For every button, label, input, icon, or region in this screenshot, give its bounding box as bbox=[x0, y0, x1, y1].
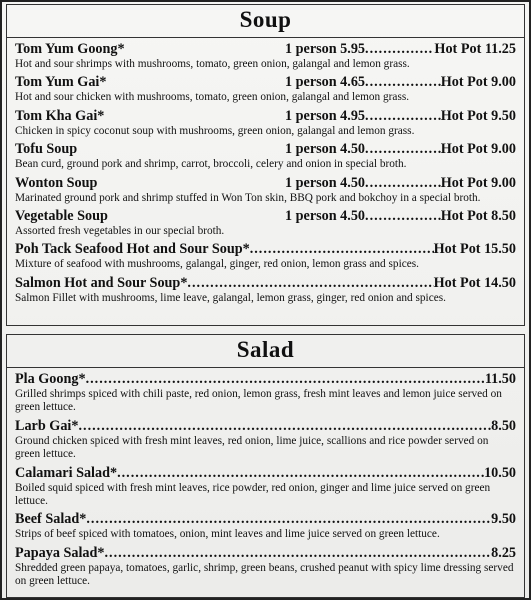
menu-item bbox=[15, 275, 516, 305]
item-price-person: 1 person 4.50 bbox=[285, 208, 366, 225]
item-name: Tom Yum Goong* bbox=[15, 41, 125, 57]
item-description: Mixture of seafood with mushrooms, galangal, ginger, red onion, lemon grass and spices. bbox=[15, 258, 419, 271]
item-description: Bean curd, ground pork and shrimp, carrot, broccoli, celery and onion in special broth. bbox=[15, 158, 407, 171]
soup-items bbox=[7, 38, 524, 305]
item-description: Ground chicken spiced with fresh mint leaves, red onion, lime juice, scallions and rice powder served on green lettuce. bbox=[15, 434, 489, 461]
item-name: Tom Kha Gai* bbox=[15, 107, 105, 124]
item-price-hotpot: Hot Pot 11.25 bbox=[434, 41, 516, 57]
section-title-salad: Salad bbox=[7, 335, 524, 368]
item-description: Assorted fresh vegetables in our special broth. bbox=[15, 225, 225, 238]
item-price-person: 1 person 5.95 bbox=[285, 41, 366, 57]
menu-item bbox=[15, 208, 516, 238]
dot-leader bbox=[365, 208, 441, 225]
item-description: Boiled squid spiced with fresh mint leaves, rice powder, red onion, ginger and lime juice served on green lettuce. bbox=[15, 481, 491, 508]
dot-leader bbox=[78, 418, 491, 435]
item-name: Vegetable Soup bbox=[15, 208, 108, 225]
item-name: Larb Gai* bbox=[15, 417, 79, 434]
dot-leader bbox=[250, 241, 434, 258]
menu-item bbox=[15, 74, 516, 104]
dot-leader bbox=[104, 545, 491, 562]
item-description: Marinated ground pork and shrimp stuffed in Won Ton skin, BBQ pork and bokchoy in a special broth. bbox=[15, 191, 481, 204]
item-price-person: 1 person 4.65 bbox=[285, 74, 366, 91]
menu-item bbox=[15, 545, 516, 589]
menu-item bbox=[15, 41, 516, 71]
dot-leader bbox=[86, 371, 485, 388]
dot-leader bbox=[187, 275, 433, 292]
item-price-hotpot: Hot Pot 8.50 bbox=[440, 208, 516, 225]
item-name: Pla Goong* bbox=[15, 371, 86, 387]
item-name: Calamari Salad* bbox=[15, 464, 118, 481]
salad-section bbox=[6, 334, 525, 598]
menu-item bbox=[15, 241, 516, 271]
item-description: Chicken in spicy coconut soup with mushrooms, green onion, galangal and lemon grass. bbox=[15, 124, 415, 137]
item-price-hotpot: Hot Pot 15.50 bbox=[433, 241, 516, 258]
item-price-person: 1 person 4.50 bbox=[285, 141, 366, 158]
item-price: 8.50 bbox=[491, 417, 516, 434]
item-name: Tofu Soup bbox=[15, 141, 78, 158]
item-name: Poh Tack Seafood Hot and Sour Soup* bbox=[15, 241, 250, 258]
menu-item bbox=[15, 371, 516, 415]
menu-item bbox=[15, 175, 516, 205]
item-price-hotpot: Hot Pot 9.00 bbox=[440, 174, 516, 191]
item-name: Wonton Soup bbox=[15, 174, 98, 191]
item-name: Beef Salad* bbox=[15, 511, 87, 528]
item-name: Tom Yum Gai* bbox=[15, 74, 107, 91]
item-description: Hot and sour chicken with mushrooms, tomato, green onion, galangal and lemon grass. bbox=[15, 91, 410, 104]
dot-leader bbox=[365, 108, 441, 125]
item-price: 9.50 bbox=[491, 511, 516, 528]
menu-item bbox=[15, 418, 516, 462]
section-title-soup: Soup bbox=[7, 5, 524, 38]
dot-leader bbox=[365, 175, 441, 192]
item-name: Papaya Salad* bbox=[15, 544, 105, 561]
item-description: Hot and sour shrimps with mushrooms, tomato, green onion, galangal and lemon grass. bbox=[15, 58, 410, 70]
item-description: Shredded green papaya, tomatoes, garlic, shrimp, green beans, crushed peanut with spicy lime dressing served on green lettuce. bbox=[15, 561, 514, 588]
menu-item bbox=[15, 511, 516, 541]
item-price-person: 1 person 4.95 bbox=[285, 107, 366, 124]
item-price: 11.50 bbox=[484, 371, 516, 387]
item-description: Grilled shrimps spiced with chili paste, red onion, lemon grass, fresh mint leaves and lemon juice served on green lettuce. bbox=[15, 388, 502, 414]
dot-leader bbox=[365, 41, 434, 58]
item-description: Salmon Fillet with mushrooms, lime leave, galangal, lemon grass, ginger, red onion and spices. bbox=[15, 291, 446, 304]
salad-items bbox=[7, 368, 524, 589]
item-price-hotpot: Hot Pot 9.50 bbox=[440, 107, 516, 124]
soup-section bbox=[6, 4, 525, 326]
dot-leader bbox=[117, 465, 484, 482]
item-price-hotpot: Hot Pot 9.00 bbox=[440, 141, 516, 158]
item-price-person: 1 person 4.50 bbox=[285, 174, 366, 191]
item-price-hotpot: Hot Pot 9.00 bbox=[440, 74, 516, 91]
item-name: Salmon Hot and Sour Soup* bbox=[15, 274, 188, 291]
menu-item bbox=[15, 108, 516, 138]
dot-leader bbox=[365, 74, 441, 91]
menu-item bbox=[15, 465, 516, 509]
item-description: Strips of beef spiced with tomatoes, onion, mint leaves and lime juice served on green lettuce. bbox=[15, 528, 440, 541]
item-price: 10.50 bbox=[484, 464, 516, 481]
dot-leader bbox=[86, 511, 491, 528]
menu-item bbox=[15, 141, 516, 171]
dot-leader bbox=[365, 141, 441, 158]
item-price: 8.25 bbox=[491, 544, 516, 561]
item-price-hotpot: Hot Pot 14.50 bbox=[433, 274, 516, 291]
